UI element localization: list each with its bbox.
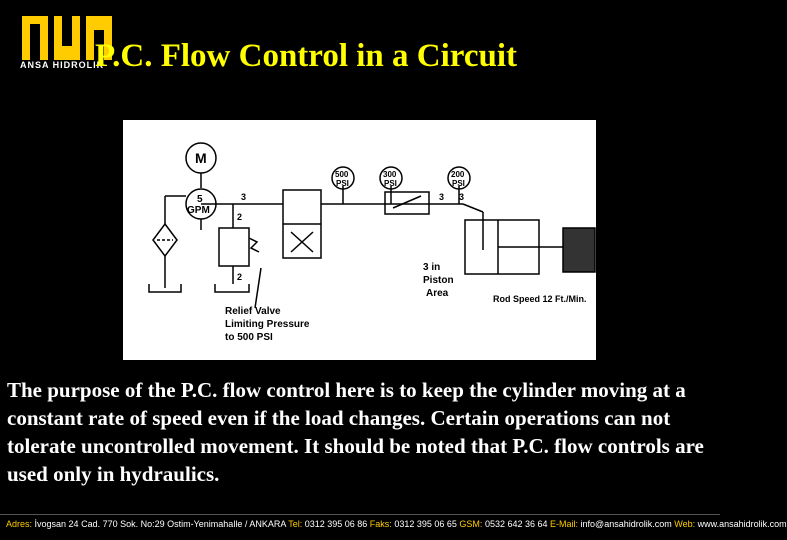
pump-flow-unit: GPM (187, 205, 210, 216)
piston-area-line-2: Piston (423, 275, 454, 286)
gauge-1-value: 500 (335, 170, 349, 179)
footer-bar (0, 514, 787, 537)
rod-speed-label: Rod Speed 12 Ft./Min. (493, 294, 587, 304)
footer-gsm: 0532 642 36 64 (484, 519, 548, 529)
flow-label-to-cylinder: 3 (459, 192, 465, 202)
piston-area-line-3: Area (426, 288, 449, 299)
footer-web-label: Web: (674, 519, 696, 529)
relief-valve-label: Relief Valve (225, 306, 281, 317)
load-block (563, 228, 595, 272)
relief-valve-pressure: to 500 PSI (225, 332, 273, 343)
footer-email-label: E-Mail: (550, 519, 579, 529)
footer-fax-label: Faks: (369, 519, 392, 529)
flow-label-pump-out: 3 (241, 192, 247, 202)
logo-text: ANSA HIDROLIK (20, 60, 105, 70)
flow-label-relief-out: 2 (237, 272, 243, 282)
piston-area-line-1: 3 in (423, 262, 441, 273)
gauge-2-value: 300 (383, 170, 397, 179)
relief-valve (219, 228, 249, 266)
footer-fax: 0312 395 06 65 (394, 519, 457, 529)
relief-valve-limit: Limiting Pressure (225, 319, 310, 330)
footer-address-label: Adres: (6, 519, 33, 529)
gauge-3-value: 200 (451, 170, 465, 179)
gauge-3-unit: PSI (452, 179, 465, 188)
description-text: The purpose of the P.C. flow control here is to keep the cylinder moving at a constant rate of speed even if the load changes. Certain operations can not tolerate uncontrolled movement. It should be noted that P.C. flow controls are used only in hydraulics. (7, 378, 704, 486)
gauge-2-unit: PSI (384, 179, 397, 188)
footer-web[interactable]: www.ansahidrolik.com (697, 519, 787, 529)
slide-title: P.C. Flow Control in a Circuit (95, 38, 517, 74)
flow-label-relief-in: 2 (237, 212, 243, 222)
footer-email[interactable]: info@ansahidrolik.com (580, 519, 672, 529)
gauge-1-unit: PSI (336, 179, 349, 188)
footer-contact (6, 519, 787, 529)
footer-gsm-label: GSM: (459, 519, 483, 529)
footer-tel: 0312 395 06 86 (304, 519, 368, 529)
footer-tel-label: Tel: (288, 519, 303, 529)
flow-label-after-fc: 3 (439, 192, 445, 202)
tank-2 (215, 284, 249, 292)
pump-flow-value: 5 (197, 194, 203, 205)
motor-label: M (195, 150, 207, 166)
footer-address: İvogsan 24 Cad. 770 Sok. No:29 Ostim-Yenimahalle / ANKARA (34, 519, 286, 529)
circuit-diagram (123, 120, 596, 360)
